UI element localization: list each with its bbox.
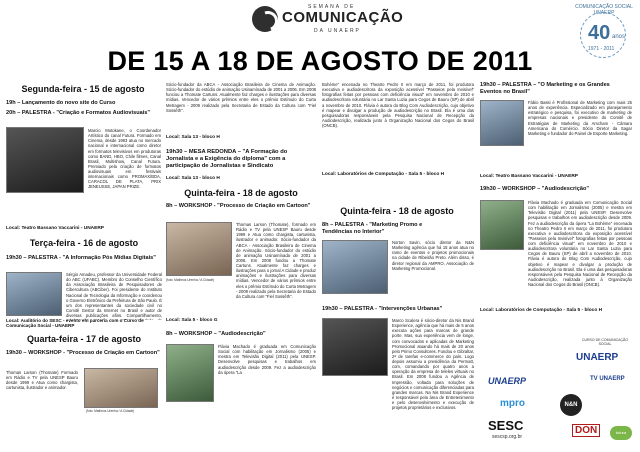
tv-unaerp-logo: TV UNAERP — [590, 376, 625, 382]
nn-logo: N&N — [560, 394, 582, 416]
speaker-photo — [322, 240, 388, 294]
unaerp-sponsor-logo: UNAERP — [488, 376, 527, 386]
event-title: 19h30 – PALESTRA - "Intervenções Urbanas" — [322, 306, 443, 312]
event-title: 19h30 – PALESTRA – "O Marketing e os Grandes Eventos no Brasil" — [480, 82, 610, 95]
event-description: Thomas Larson (Thomate), formado em Rádio e TV pela UNESP Bauru desde 1999 e Atua como chargista, cartunista, ilustrador e animador. Sócio-fundador da ABCA - Associação Brasileira de Cinema de Animação. Sócio-fundador do estúdio de animação Usinamínada de 2001 a 2006. Em 2008 fundou a Thomate Cartuns. Atualmente faz charges e ilustrações para o jornal A Cidade e produz animações e ilustrações para diversas mídias. Vencedor de vários prêmios entre eles o prêmio Estímulo do Curta Metragem - 2009 realizado pela Secretaria de Estado da Cultura com "Fiel Sossêth". — [236, 222, 316, 299]
event-title: 8h – WORKSHOP - "Processo de Criação em Cartoon" — [166, 203, 311, 209]
logo-main-text: COMUNICAÇÃO — [282, 9, 404, 26]
speaker-photo — [6, 127, 84, 193]
event-title: 19h30 – MESA REDONDA – "A Formação do Jornalista e a Exigência do diploma" com a participação de Jornalistas e Sindicato — [166, 149, 288, 169]
course-logo-text: CURSO DE COMUNICAÇÃO SOCIAL — [581, 338, 629, 346]
event-description: Marcio Motokane, o Coordenador Artístico do canal Futura. Formado em Cinema, desde 1993 atua no mercado nacional e internacional como diretor em formatos televisivos em produtoras como BAND, HBO, Chile filmes, Canal Brasil, Multishow, Canal Futura. Premiado pela criação de formatos audiovisuais em festivais internacionais como PROMAX/BDA, CARACOL DE PLATA, PRIX JENEUSSE, JAPAN PRIZE. — [88, 128, 161, 190]
event-location: Local: Teatro Bassano Vaccarini - UNAERP — [6, 226, 105, 231]
don-logo: DON — [572, 424, 600, 437]
event-location: Local: Laboratórios de Computação - Sala 5 - bloco H — [480, 308, 603, 313]
event-description: Thomas Larson (Thomate) Formado em Rádio e TV pela UNESP Bauru desde 1999 e Atua como chargista, cartunista, ilustrador e animador. — [6, 370, 78, 391]
event-title: 19h30 – WORKSHOP - "Processo de Criação em Cartoon" — [6, 350, 160, 356]
event-location: Local: Sala 5 - bloco G — [166, 318, 218, 323]
anniversary-number: 40 — [588, 22, 611, 44]
event-location: Local: Laboratórios de Computação - Sala 5 - bloco H — [322, 172, 445, 177]
swoosh-icon — [252, 6, 278, 32]
day-heading-thursday: Quinta-feira - 18 de agosto — [184, 188, 298, 198]
event-location: Local: Teatro Bassano Vaccarini - UNAERP — [480, 174, 579, 179]
anniversary-top-text: COMUNICAÇÃO SOCIAL UNAERP — [575, 4, 633, 16]
speaker-photo — [322, 318, 388, 376]
photo-caption: (foto: Matheus Urenha / A Cidade) — [166, 278, 215, 282]
event-description: Flávia Machado é graduada em Comunicação Social com habilitação em Jornalismo (2005) e mestra em Televisão Digital (2011) pela UNESP. Desenvolve pesquisas e trabalhos em audiodescrição desde 2009. Fez a audiodescrição da ópera "La — [218, 344, 316, 375]
day-heading-tuesday: Terça-feira - 16 de agosto — [29, 238, 139, 248]
event-title: 19h – Lançamento do novo site do Curso — [6, 100, 116, 106]
anniversary-years: 1971 - 2011 — [588, 46, 615, 52]
speaker-photo — [480, 200, 524, 250]
speaker-photo — [166, 222, 232, 276]
event-description: Marco Scalera é sócio-diretor da Nis Brand Experience, agência que há mais de 5 anos executa ações para marcas de grande porte. Mas, sua experiência vem de longe, com convocados e aplicadas de Marketing Promocional atuando há mais de 20 anos pelo Primo Consultores. Fundou e Gibraltar, 2ª de tarefas e-commerce do país. Logo depois assumiu a presidência da Permatt, com, comandando por quatro anos a operação da empresa de teleles virtuais no Brasil. Em 2008 fundou a Agência de Impressão, voltada para soluções de negócios e comunicação diferenciadas para grandes marcas. Na Nis Brand Experience é responsável pela área de Entretenimento e pelo desenvolvimento e execução de projetos proprietários e exclusivos. — [392, 318, 474, 411]
event-title: 8h – WORKSHOP – "Audiodescrição" — [166, 331, 266, 337]
event-title: 19h30 – PALESTRA - "A Informação Pós Mídias Digitais" — [6, 255, 156, 261]
event-description: Fábio Bassi é Profissional de Marketing com mais 25 anos de experiência. Especializado em planejamento estratégico e pesquisa, foi executivo de marketing de empresas nacionais e presidente do Comitê de Estratégias de Marketing da Amcham - Câmara Americana do Comércio. Sócio Diretor da Sagar Marketing e fundador do Painel de Esporte Marketing. — [528, 100, 632, 136]
event-title: 8h – PALESTRA - "Marketing Promo e Tendências no Interior" — [322, 222, 423, 235]
event-description: Norton Savin, sócio diretor da N&N Marketing agência que há 15 anos atua no ramo de eventos e projetos promocionais na cidade de Ribeirão Preto. Além disso, é diretor regional da AMPRO, Associação de Marketing Promocional. — [392, 240, 474, 271]
event-location: Local: Auditório do SESC - evento em parceria com o Curso de Comunicação Social - UNAERP — [6, 318, 144, 328]
day-heading-wednesday: Quarta-feira - 17 de agosto — [26, 334, 142, 344]
sesc-logo: SESC — [488, 418, 524, 433]
event-description: Sócio-fundador da ABCA - Associação Brasileira de Cinema de Animação. Sócio-fundador do estúdio de animação Usinamínada de 2001 a 2006. Em 2008 funciou a Thomate Cartuns. Atualmente faz charges e ilustrações para diversas mídias. Vencedor de vários prêmios entre eles o prêmio Estímulo do Curta Metragem - 2009 realizado pela Secretaria de Estado da Cultura com "Fiel Sossêth". — [166, 82, 316, 113]
futura-logo: futura — [610, 426, 632, 440]
anniversary-anos: anos — [612, 34, 626, 40]
mpro-logo: mpro — [500, 398, 525, 409]
speaker-photo — [480, 100, 524, 146]
speaker-photo — [6, 272, 62, 316]
page-title: DE 15 A 18 DE AGOSTO DE 2011 — [107, 46, 533, 76]
event-description: Bohème" encenada no Theatro Pedro II em março de 2011, foi produtora executiva e audiodescritora da exposição acessível "Passeios pela Invisível" fotografias feitas por pessoas com deficiência visual" em novembro de 2010 e audiodescritora voluntária no Lar Santa Luzia para Cegos de Bauru (SP) de abril a novembro de 2010. Flávia é autora do Blog Com Audiodescrição, cujo objetivo é mapear e divulgar a produção de audiodescrição no Brasil. Ela é uma das pesquisadoras responsáveis pela Pesquisa Nacional de Recepção da Audiodescrição, realizada junto à Organização Nacional dos Cegos do Brasil (ONCB). — [322, 82, 474, 128]
speaker-photo — [166, 344, 214, 402]
event-logo — [252, 4, 404, 38]
unaerp-logo: UNAERP — [576, 352, 619, 363]
event-description: Sérgio Amadeu, professor da Universidade Federal do ABC (UFABC). Membro do Conselho Científico da Associação Brasileira de Pesquisadores de Cibercultura (ABCiber). Foi presidente do Instituto Nacional de Tecnologia da Informação e coordenou o Governo Eletrônico da Prefeitura de São Paulo. É um dos representantes da sociedade civil no Comitê Gestor da Internet no Brasil e autor de diversas publicações afins. Compartilhamento, — [66, 272, 162, 318]
event-location: Local: Sala 13 - bloco H — [166, 176, 220, 181]
sesc-url: sescsp.org.br — [492, 434, 523, 440]
day-heading-monday: Segunda-feira - 15 de agosto — [21, 84, 145, 94]
event-title: 19h30 – WORKSHOP – "Audiodescrição" — [480, 186, 590, 192]
event-location: Local: Sala 13 - bloco H — [166, 135, 220, 140]
logo-bottom-text: DA UNAERP — [314, 28, 361, 34]
event-description: Flávia Machado é graduada em Comunicação Social com habilitação em Jornalismo (2005) e mestra em Televisão Digital (2011) pela UNESP. Desenvolve pesquisas e trabalhos em audiodescrição desde 2009. Fez a audiodescrição da ópera "La Bohème" encenada no Theatro Pedro II em março de 2011, foi produtora executiva e audiodescritora da exposição acessível "Passeios pela Invisível" fotografias feitas por pessoas com deficiência visual" em novembro de 2010 e audiodescritora voluntária no Lar Santa Luzia para Cegos de Bauru (SP) de abril a novembro de 2010. Flávia é autora do Blog Com Audiodescrição, cujo objetivo é mapear e divulgar a produção de audiodescrição no Brasil. Ela é uma das pesquisadoras responsáveis pela Pesquisa Nacional de Recepção da Audiodescrição, realizada junto à Organização Nacional dos Cegos do Brasil (ONCB). — [528, 200, 632, 287]
event-title: 20h – PALESTRA - "Criação e Formatos Audiovisuais" — [6, 110, 151, 116]
speaker-photo — [84, 368, 158, 408]
photo-caption: (foto: Matheus Urenha / A Cidade) — [86, 409, 135, 413]
logo-top-text: SEMANA DE — [308, 4, 356, 10]
day-heading-thursday: Quinta-feira - 18 de agosto — [340, 206, 454, 216]
